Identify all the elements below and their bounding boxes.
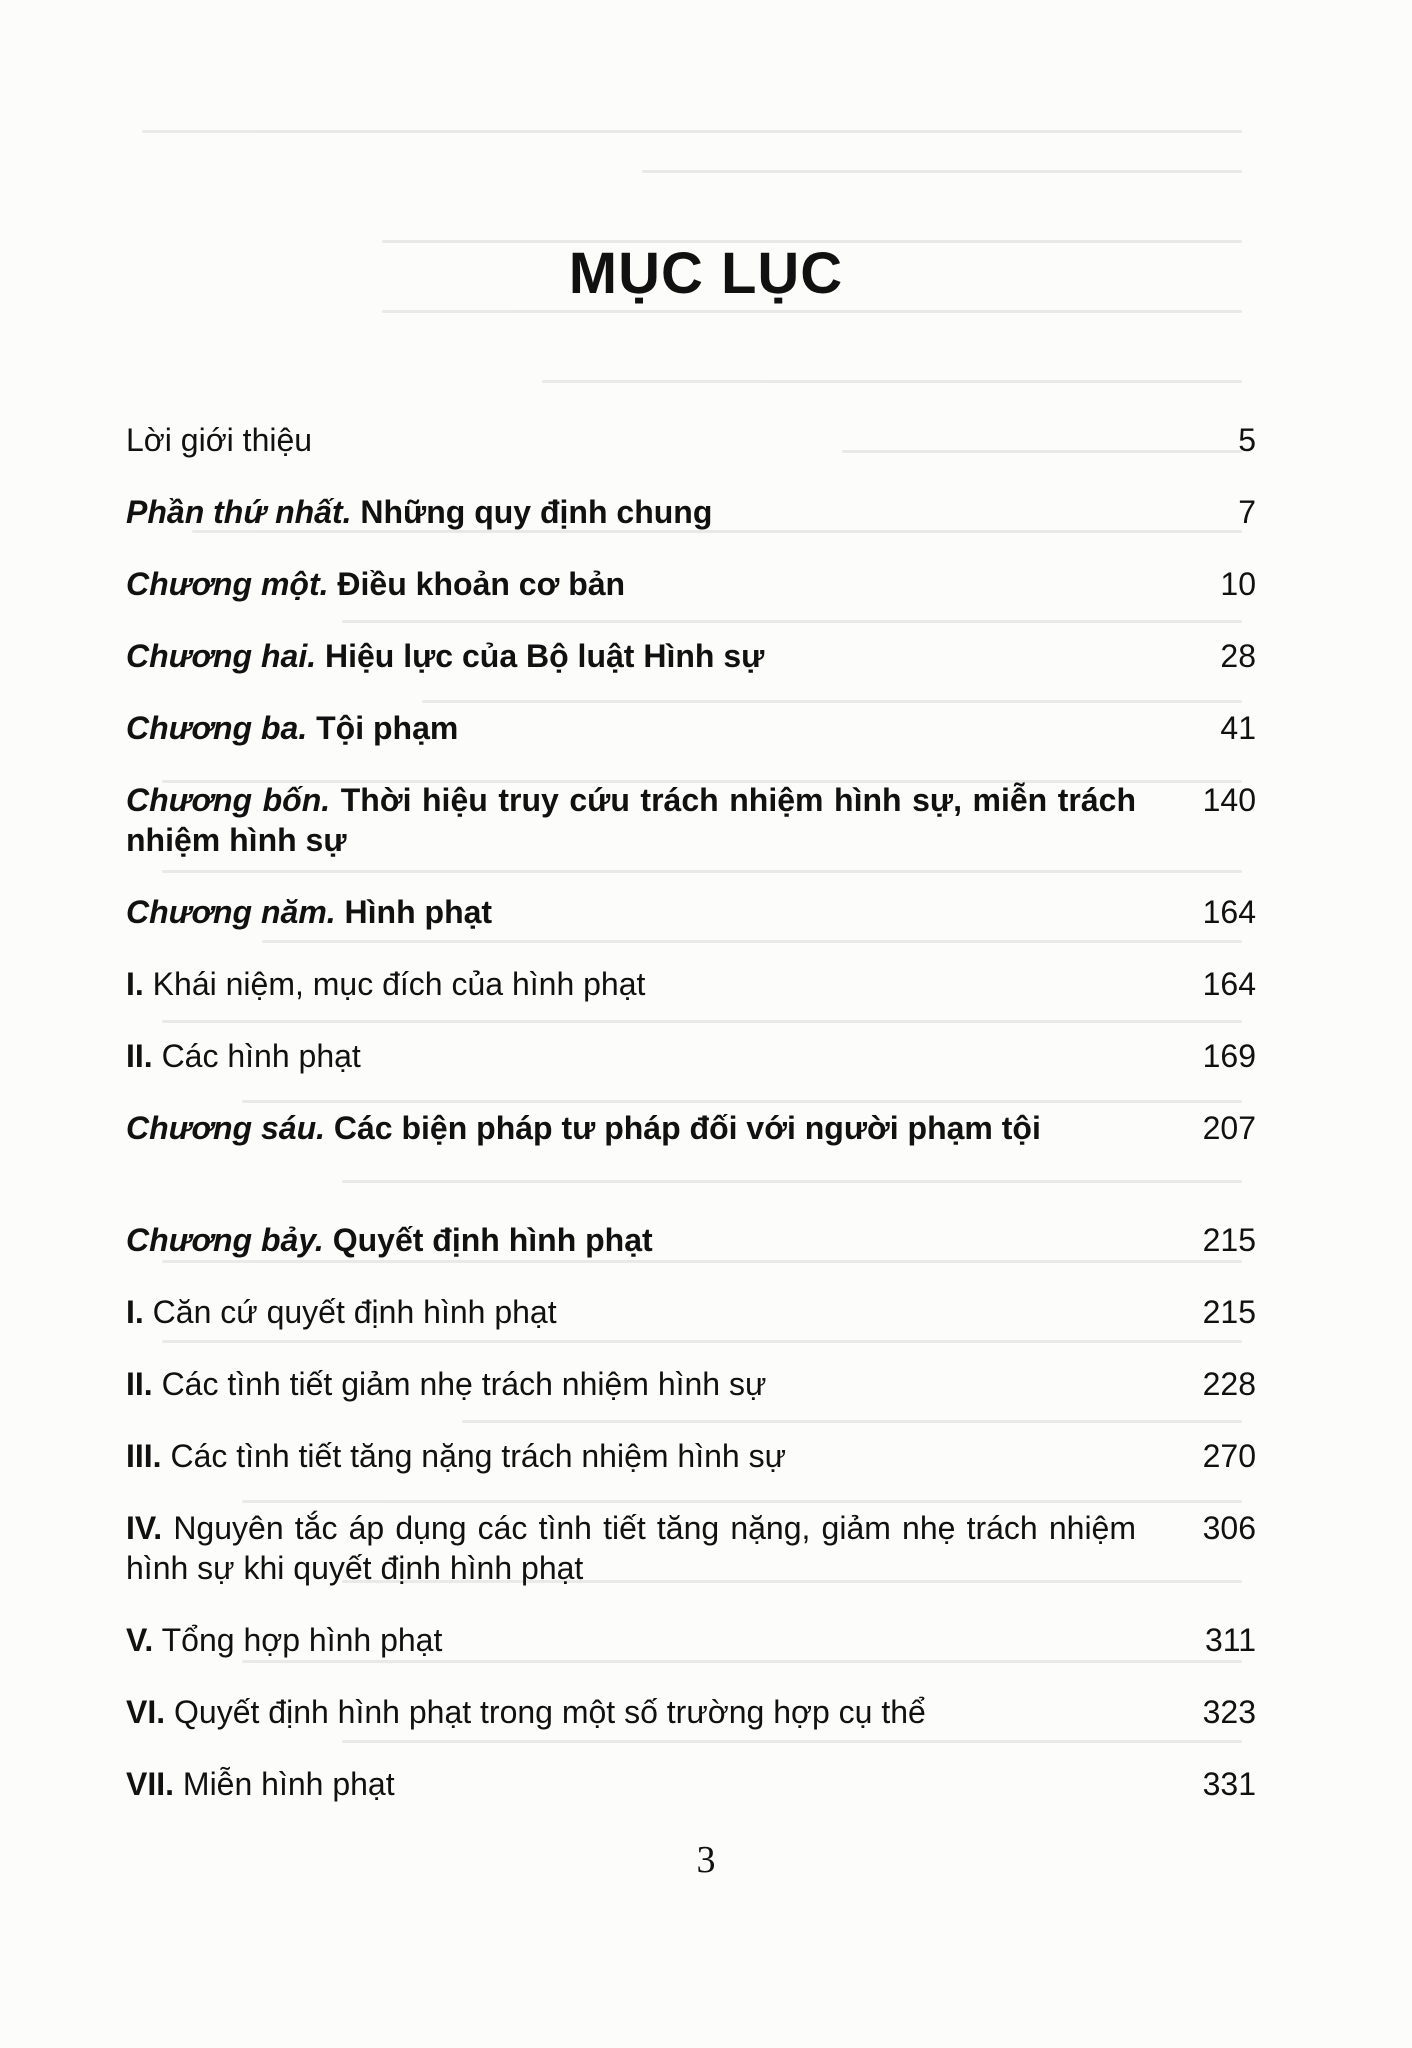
toc-entry-title: Những quy định chung: [351, 494, 713, 530]
toc-entry-text: [126, 1292, 1136, 1332]
toc-page-number: 215: [1202, 1222, 1256, 1258]
toc-entry-text: [126, 1620, 1136, 1660]
toc-entry-title: Điều khoản cơ bản: [328, 566, 626, 602]
toc-entry-title: Nguyên tắc áp dụng các tình tiết tăng nặng, giảm nhẹ trách nhiệm hình sự khi quyết định hình phạt: [126, 1510, 1136, 1586]
toc-entry-label: II.: [126, 1366, 153, 1402]
toc-entry-title: Quyết định hình phạt: [323, 1222, 653, 1258]
toc-entry-title: Thời hiệu truy cứu trách nhiệm hình sự, miễn trách nhiệm hình sự: [126, 782, 1137, 858]
toc-entry-label: Chương năm.: [126, 894, 336, 930]
toc-entry-text: [126, 1764, 1136, 1804]
toc-entry-text: [126, 636, 1136, 676]
toc-page-number: 164: [1202, 894, 1256, 930]
toc-page-number: 207: [1202, 1110, 1256, 1146]
toc-entry-text: [126, 780, 1136, 860]
toc-entry-text: [126, 1108, 1136, 1148]
toc-entry-text: [126, 1436, 1136, 1476]
toc-entry-text: [126, 492, 1136, 532]
toc-entry-title: Quyết định hình phạt trong một số trường hợp cụ thể: [165, 1694, 926, 1730]
toc-entry-title: Căn cứ quyết định hình phạt: [143, 1294, 557, 1330]
toc-page-number: 41: [1220, 710, 1256, 746]
toc-entry-text: [126, 1036, 1136, 1076]
toc-page-number: 7: [1238, 494, 1256, 530]
toc-entry-text: [126, 708, 1136, 748]
toc-entry-title: Hình phạt: [335, 894, 493, 930]
toc-page-number: 28: [1220, 638, 1256, 674]
toc-entry-label: Chương bảy.: [126, 1222, 324, 1258]
toc-entry-title: Các tình tiết giảm nhẹ trách nhiệm hình sự: [152, 1366, 767, 1402]
toc-entry-text: [126, 892, 1136, 932]
toc-entry-label: Chương bốn.: [126, 782, 331, 818]
toc-entry-label: VII.: [126, 1766, 175, 1802]
toc-entry-title: Tổng hợp hình phạt: [153, 1622, 443, 1658]
toc-entry-title: Tội phạm: [307, 710, 459, 746]
toc-entry-label: V.: [126, 1622, 154, 1658]
toc-page-number: 10: [1220, 566, 1256, 602]
toc-page-number: 169: [1202, 1038, 1256, 1074]
toc-page-number: 270: [1202, 1438, 1256, 1474]
toc-entry-label: III.: [126, 1438, 162, 1474]
toc-entry-title: Các tình tiết tăng nặng trách nhiệm hình sự: [161, 1438, 787, 1474]
toc-entry-label: Chương sáu.: [126, 1110, 325, 1146]
toc-entry-label: Chương ba.: [126, 710, 308, 746]
toc-entry-label: Phần thứ nhất.: [126, 494, 352, 530]
toc-page-number: 323: [1202, 1694, 1256, 1730]
toc-entry-label: Chương hai.: [126, 638, 317, 674]
toc-page-number: 5: [1238, 422, 1256, 458]
toc-entry-text: [126, 964, 1136, 1004]
page-title: MỤC LỤC: [568, 241, 844, 306]
toc-entry-title: Lời giới thiệu: [126, 422, 313, 458]
toc-entry-label: I.: [126, 966, 144, 1002]
toc-entry-text: [126, 1692, 1136, 1732]
toc-entry-label: Chương một.: [126, 566, 329, 602]
toc-page-number: 311: [1204, 1622, 1256, 1658]
toc-entry-title: Các biện pháp tư pháp đối với người phạm tội: [325, 1110, 1041, 1146]
toc-page-number: 140: [1202, 782, 1256, 818]
toc-entry-title: Hiệu lực của Bộ luật Hình sự: [316, 638, 765, 674]
toc-page-number: 306: [1202, 1510, 1256, 1546]
toc-page-number: 215: [1202, 1294, 1256, 1330]
toc-page-number: 331: [1202, 1766, 1256, 1802]
toc-entry-text: [126, 564, 1136, 604]
toc-entry-label: II.: [126, 1038, 153, 1074]
toc-entry-label: VI.: [126, 1694, 166, 1730]
toc-entry-title: Miễn hình phạt: [174, 1766, 395, 1802]
toc-entry-text: [126, 1508, 1136, 1588]
toc-entry-text: [126, 420, 1136, 460]
toc-page-number: 164: [1202, 966, 1256, 1002]
toc-entry-label: I.: [126, 1294, 144, 1330]
toc-entry-text: [126, 1220, 1136, 1260]
toc-entry-title: Khái niệm, mục đích của hình phạt: [143, 966, 646, 1002]
page-number: 3: [696, 1839, 716, 1881]
toc-entry-label: IV.: [126, 1510, 163, 1546]
toc-entry-text: [126, 1364, 1136, 1404]
toc-page-number: 228: [1202, 1366, 1256, 1402]
toc-entry-title: Các hình phạt: [152, 1038, 361, 1074]
